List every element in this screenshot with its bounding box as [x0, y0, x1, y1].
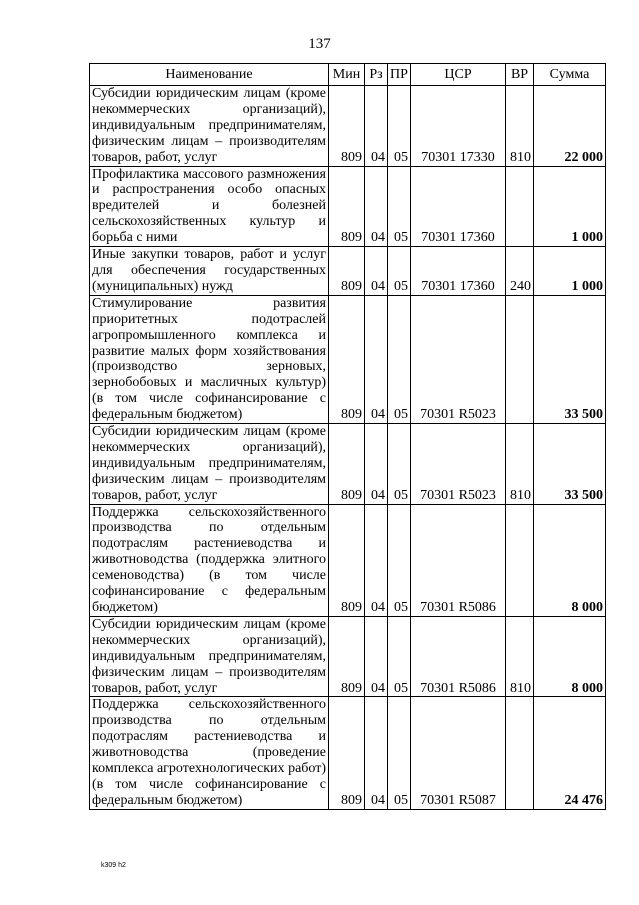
table-row: [90, 247, 606, 296]
row-pr: 05: [388, 295, 411, 423]
header-vr: ВР: [506, 64, 534, 86]
header-csr: ЦСР: [411, 64, 506, 86]
row-min: 809: [329, 86, 365, 167]
row-name: Иные закупки товаров, работ и услуг для обеспечения государственных (муниципальных) нужд: [90, 247, 329, 296]
row-vr: 810: [506, 86, 534, 167]
row-csr: 70301 R5023: [411, 295, 506, 423]
table-row: [90, 166, 606, 247]
row-min: 809: [329, 504, 365, 616]
row-csr: 70301 R5087: [411, 697, 506, 809]
row-sum: 22 000: [534, 86, 606, 167]
row-rz: 04: [365, 504, 388, 616]
row-sum: 33 500: [534, 424, 606, 505]
row-vr: 810: [506, 424, 534, 505]
row-rz: 04: [365, 86, 388, 167]
row-sum: 33 500: [534, 295, 606, 423]
row-name: Стимулирование развития приоритетных подотраслей агропромышленного комплекса и развитие малых форм хозяйствования (производство зерновых, зернобобовых и масличных культур) (в том числе софинансирование с федеральным бюджетом): [90, 295, 329, 423]
row-pr: 05: [388, 247, 411, 296]
header-rz: Рз: [365, 64, 388, 86]
row-rz: 04: [365, 295, 388, 423]
row-pr: 05: [388, 697, 411, 809]
row-name: Профилактика массового размножения и распространения особо опасных вредителей и болезней сельскохозяйственных культур и борьба с ними: [90, 166, 329, 247]
row-pr: 05: [388, 166, 411, 247]
header-sum: Сумма: [534, 64, 606, 86]
row-name: Субсидии юридическим лицам (кроме некоммерческих организаций), индивидуальным предпринимателям, физическим лицам – производителям товаров, работ, услуг: [90, 86, 329, 167]
row-min: 809: [329, 616, 365, 697]
row-rz: 04: [365, 697, 388, 809]
row-name: Субсидии юридическим лицам (кроме некоммерческих организаций), индивидуальным предпринимателям, физическим лицам – производителям товаров, работ, услуг: [90, 424, 329, 505]
row-csr: 70301 R5086: [411, 504, 506, 616]
row-csr: 70301 R5086: [411, 616, 506, 697]
row-vr: 810: [506, 616, 534, 697]
row-sum: 8 000: [534, 616, 606, 697]
budget-table: [89, 63, 606, 810]
table-row: [90, 86, 606, 167]
row-sum: 24 476: [534, 697, 606, 809]
table-row: [90, 295, 606, 423]
row-sum: 1 000: [534, 247, 606, 296]
row-csr: 70301 17330: [411, 86, 506, 167]
row-rz: 04: [365, 616, 388, 697]
row-pr: 05: [388, 424, 411, 505]
header-row: [90, 64, 606, 86]
table-row: [90, 616, 606, 697]
row-rz: 04: [365, 424, 388, 505]
row-csr: 70301 R5023: [411, 424, 506, 505]
row-vr: [506, 295, 534, 423]
header-name: Наименование: [90, 64, 329, 86]
row-vr: 240: [506, 247, 534, 296]
header-min: Мин: [329, 64, 365, 86]
row-min: 809: [329, 697, 365, 809]
table-row: [90, 697, 606, 809]
table-row: [90, 424, 606, 505]
row-name: Субсидии юридическим лицам (кроме некоммерческих организаций), индивидуальным предпринимателям, физическим лицам – производителям товаров, работ, услуг: [90, 616, 329, 697]
row-name: Поддержка сельскохозяйственного производства по отдельным подотраслям растениеводства и животноводства (поддержка элитного семеноводства) (в том числе софинансирование с федеральным бюджетом): [90, 504, 329, 616]
header-pr: ПР: [388, 64, 411, 86]
row-csr: 70301 17360: [411, 247, 506, 296]
row-sum: 1 000: [534, 166, 606, 247]
row-rz: 04: [365, 166, 388, 247]
row-pr: 05: [388, 504, 411, 616]
row-vr: [506, 504, 534, 616]
row-rz: 04: [365, 247, 388, 296]
row-min: 809: [329, 247, 365, 296]
row-csr: 70301 17360: [411, 166, 506, 247]
table-row: [90, 504, 606, 616]
row-sum: 8 000: [534, 504, 606, 616]
row-min: 809: [329, 295, 365, 423]
row-pr: 05: [388, 86, 411, 167]
row-name: Поддержка сельскохозяйственного производства по отдельным подотраслям растениеводства и животноводства (проведение комплекса агротехнологических работ) (в том числе софинансирование с федеральным бюджетом): [90, 697, 329, 809]
row-vr: [506, 697, 534, 809]
row-vr: [506, 166, 534, 247]
row-min: 809: [329, 166, 365, 247]
row-pr: 05: [388, 616, 411, 697]
page-number: 137: [308, 36, 331, 52]
footer-code: k309 h2: [101, 862, 126, 869]
row-min: 809: [329, 424, 365, 505]
